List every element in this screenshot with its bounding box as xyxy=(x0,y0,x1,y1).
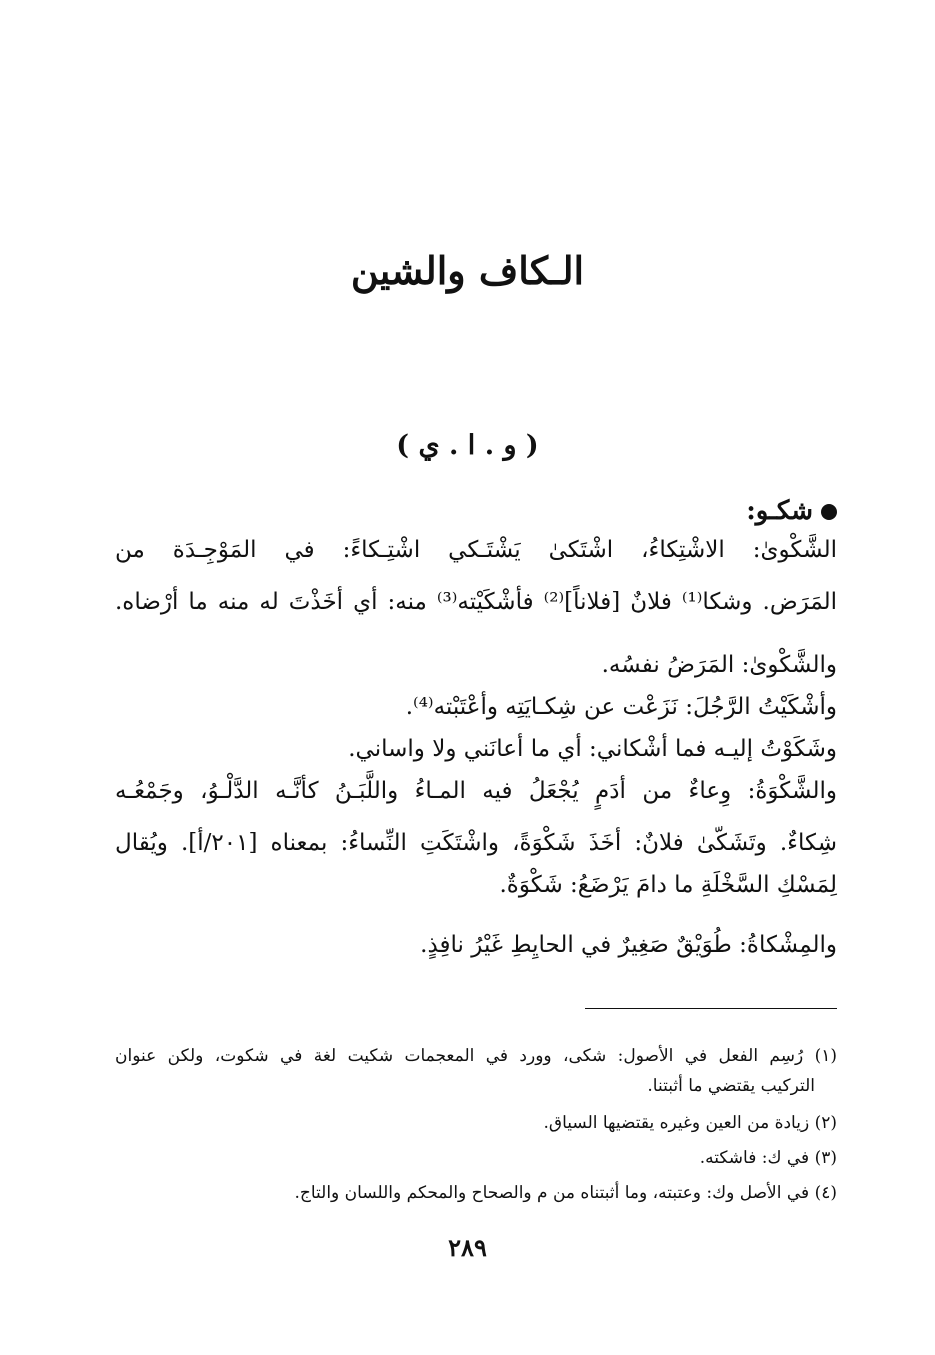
body-line-7: شِكاءٌ. وتَشَكّىٰ فلانٌ: أخَذَ شَكْوَةً، واشْتَكَتِ النِّساءُ: بمعناه [٢٠١/أ]. ويُقال xyxy=(115,830,837,856)
body-line-6: والشَّكْوَةُ: وِعاءٌ من أدَمٍ يُجْعَلُ فيه المـاءُ واللَّبَـنُ كأنَّـه الدَّلْـوُ، وجَمْعُـه xyxy=(115,778,837,804)
page-number: ٢٨٩ xyxy=(448,1233,487,1262)
footnote-1: (١) رُسِم الفعل في الأصول: شكى، وورد في المعجمات شكيت لغة في شكوت، ولكن عنوان xyxy=(115,1046,837,1066)
footnote-divider xyxy=(585,1008,837,1009)
body-line-9: والمِشْكاةُ: طُوَيْقٌ صَغِيرٌ في الحايِطِ غَيْرُ نافِذٍ. xyxy=(420,932,837,958)
entry-heading xyxy=(746,496,837,526)
body-line-2: المَرَض. وشكا⁽¹⁾ فلانٌ [فلاناً]⁽²⁾ فأشْكَيْته⁽³⁾ منه: أي أخَذْتَ له منه ما أرْضاه. xyxy=(115,589,838,615)
footnote-2: (٢) زيادة من العين وغيره يقتضيها السياق. xyxy=(543,1113,837,1133)
chapter-title: الـكاف والشين xyxy=(350,248,585,293)
root-heading: ( و . ا . ي ) xyxy=(396,430,539,461)
footnote-3: (٣) في ك: فاشكته. xyxy=(699,1148,837,1168)
entry-heading-text: شكـو: xyxy=(746,496,813,526)
body-line-5: وشَكَوْتُ إليـه فما أشْكاني: أي ما أعانَني ولا واساني. xyxy=(348,736,837,762)
footnote-4: (٤) في الأصل وك: وعتبته، وما أثبتناه من م والصحاح والمحكم واللسان والتاج. xyxy=(294,1183,837,1203)
body-line-3: والشَّكْوىٰ: المَرَضُ نفسُه. xyxy=(601,652,837,678)
bullet-icon xyxy=(821,504,837,520)
body-line-8: لِمَسْكِ السَّخْلَةِ ما دامَ يَرْضَعُ: شَكْوَةٌ. xyxy=(499,872,837,898)
body-line-4: وأشْكَيْتُ الرَّجُلَ: نَزَعْت عن شِكـايَتِه وأعْتَبْته⁽⁴⁾. xyxy=(405,694,837,720)
body-line-1: الشَّكْوىٰ: الاشْتِكاءُ، اشْتَكىٰ يَشْتَـكي اشْتِـكاءً: في المَوْجِـدَة من xyxy=(115,537,837,563)
footnote-1-continued: التركيب يقتضي ما أثبتنا. xyxy=(647,1076,815,1096)
